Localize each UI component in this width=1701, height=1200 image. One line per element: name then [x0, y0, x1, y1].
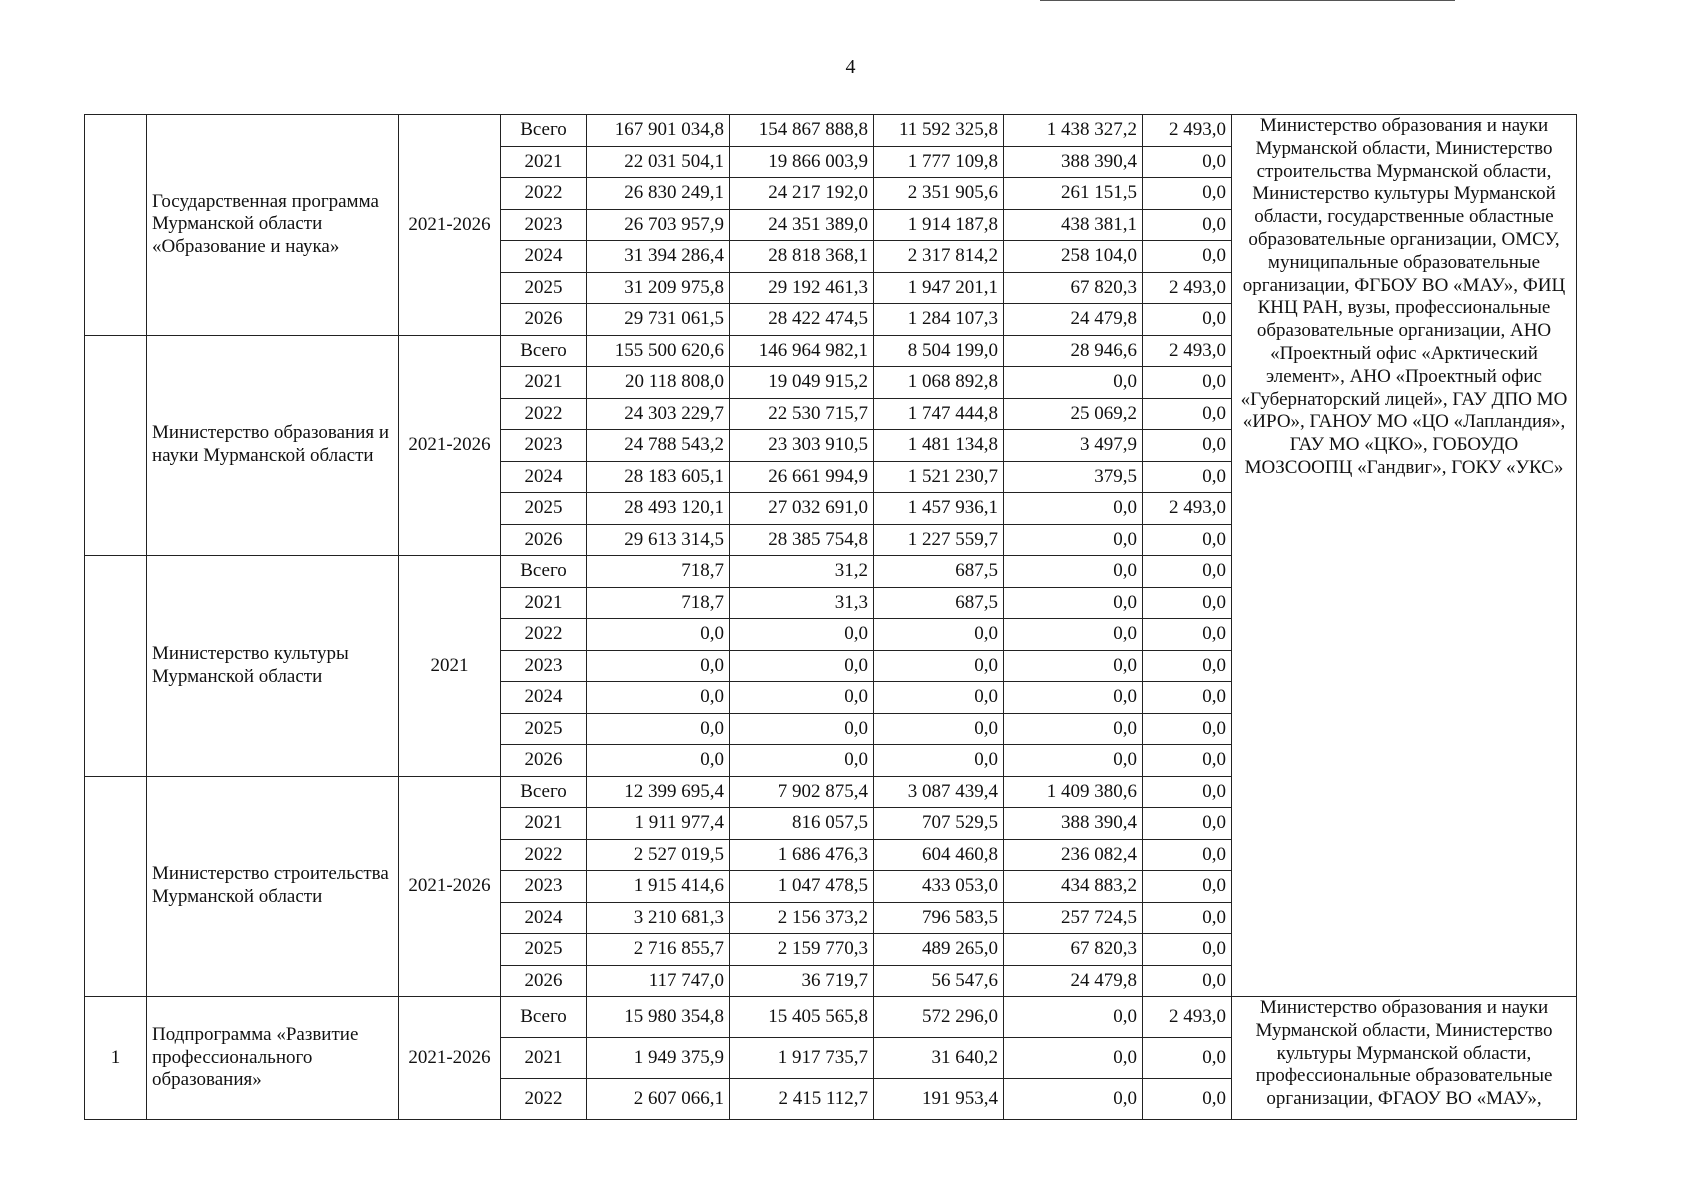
value-cell: 2 493,0	[1143, 493, 1232, 525]
year-cell: 2023	[501, 209, 587, 241]
item-number	[85, 115, 147, 336]
table-row	[85, 115, 1577, 147]
value-cell: 1 438 327,2	[1004, 115, 1143, 147]
value-cell: 718,7	[587, 587, 730, 619]
value-cell: 2 493,0	[1143, 335, 1232, 367]
value-cell: 0,0	[1143, 367, 1232, 399]
year-cell: Всего	[501, 335, 587, 367]
value-cell: 0,0	[1143, 839, 1232, 871]
value-cell: 0,0	[587, 650, 730, 682]
value-cell: 117 747,0	[587, 965, 730, 997]
value-cell: 1 686 476,3	[730, 839, 874, 871]
year-cell: 2025	[501, 713, 587, 745]
year-cell: 2023	[501, 871, 587, 903]
value-cell: 28 946,6	[1004, 335, 1143, 367]
value-cell: 0,0	[730, 745, 874, 777]
year-cell: 2023	[501, 650, 587, 682]
value-cell: 20 118 808,0	[587, 367, 730, 399]
value-cell: 0,0	[730, 619, 874, 651]
value-cell: 0,0	[1143, 524, 1232, 556]
value-cell: 22 530 715,7	[730, 398, 874, 430]
item-number	[85, 776, 147, 997]
value-cell: 0,0	[1143, 650, 1232, 682]
value-cell: 2 493,0	[1143, 272, 1232, 304]
value-cell: 0,0	[1143, 461, 1232, 493]
value-cell: 26 661 994,9	[730, 461, 874, 493]
value-cell: 28 385 754,8	[730, 524, 874, 556]
value-cell: 1 947 201,1	[874, 272, 1004, 304]
value-cell: 0,0	[1004, 1079, 1143, 1120]
value-cell: 26 830 249,1	[587, 178, 730, 210]
value-cell: 0,0	[1004, 1038, 1143, 1079]
table-row	[85, 997, 1577, 1038]
year-cell: 2022	[501, 839, 587, 871]
year-cell: Всего	[501, 997, 587, 1038]
value-cell: 0,0	[1143, 178, 1232, 210]
value-cell: 2 159 770,3	[730, 934, 874, 966]
year-cell: 2026	[501, 524, 587, 556]
year-cell: 2024	[501, 902, 587, 934]
year-cell: 2022	[501, 619, 587, 651]
value-cell: 1 284 107,3	[874, 304, 1004, 336]
year-cell: 2021	[501, 1038, 587, 1079]
year-cell: 2026	[501, 745, 587, 777]
value-cell: 0,0	[874, 713, 1004, 745]
value-cell: 1 747 444,8	[874, 398, 1004, 430]
value-cell: 816 057,5	[730, 808, 874, 840]
year-cell: 2021	[501, 367, 587, 399]
value-cell: 0,0	[874, 682, 1004, 714]
value-cell: 1 915 414,6	[587, 871, 730, 903]
value-cell: 25 069,2	[1004, 398, 1143, 430]
program-name: Подпрограмма «Развитие профессионального образования»	[147, 997, 399, 1120]
value-cell: 0,0	[1143, 776, 1232, 808]
value-cell: 1 911 977,4	[587, 808, 730, 840]
value-cell: 155 500 620,6	[587, 335, 730, 367]
value-cell: 0,0	[730, 650, 874, 682]
item-number	[85, 335, 147, 556]
period: 2021	[399, 556, 501, 777]
value-cell: 489 265,0	[874, 934, 1004, 966]
value-cell: 24 351 389,0	[730, 209, 874, 241]
value-cell: 0,0	[1004, 587, 1143, 619]
value-cell: 0,0	[1143, 682, 1232, 714]
value-cell: 433 053,0	[874, 871, 1004, 903]
value-cell: 3 087 439,4	[874, 776, 1004, 808]
value-cell: 1 409 380,6	[1004, 776, 1143, 808]
value-cell: 1 457 936,1	[874, 493, 1004, 525]
value-cell: 28 818 368,1	[730, 241, 874, 273]
year-cell: 2026	[501, 304, 587, 336]
period: 2021-2026	[399, 776, 501, 997]
value-cell: 258 104,0	[1004, 241, 1143, 273]
executors-cell: Министерство образования и науки Мурманской области, Министерство культуры Мурманской области, профессиональные образовательные организации, ФГАОУ ВО «МАУ»,	[1232, 997, 1577, 1120]
year-cell: 2023	[501, 430, 587, 462]
value-cell: 0,0	[1143, 430, 1232, 462]
year-cell: 2026	[501, 965, 587, 997]
value-cell: 29 731 061,5	[587, 304, 730, 336]
value-cell: 26 703 957,9	[587, 209, 730, 241]
value-cell: 0,0	[1143, 871, 1232, 903]
value-cell: 0,0	[1143, 146, 1232, 178]
value-cell: 11 592 325,8	[874, 115, 1004, 147]
value-cell: 31 209 975,8	[587, 272, 730, 304]
value-cell: 0,0	[1143, 808, 1232, 840]
value-cell: 0,0	[1004, 745, 1143, 777]
value-cell: 0,0	[1004, 619, 1143, 651]
value-cell: 2 317 814,2	[874, 241, 1004, 273]
value-cell: 718,7	[587, 556, 730, 588]
value-cell: 29 192 461,3	[730, 272, 874, 304]
value-cell: 31 640,2	[874, 1038, 1004, 1079]
value-cell: 0,0	[1143, 902, 1232, 934]
value-cell: 0,0	[1004, 650, 1143, 682]
value-cell: 2 527 019,5	[587, 839, 730, 871]
year-cell: Всего	[501, 556, 587, 588]
value-cell: 2 351 905,6	[874, 178, 1004, 210]
value-cell: 1 068 892,8	[874, 367, 1004, 399]
value-cell: 0,0	[1143, 241, 1232, 273]
year-cell: 2024	[501, 241, 587, 273]
value-cell: 146 964 982,1	[730, 335, 874, 367]
value-cell: 24 788 543,2	[587, 430, 730, 462]
value-cell: 0,0	[587, 745, 730, 777]
value-cell: 154 867 888,8	[730, 115, 874, 147]
value-cell: 31 394 286,4	[587, 241, 730, 273]
value-cell: 7 902 875,4	[730, 776, 874, 808]
value-cell: 23 303 910,5	[730, 430, 874, 462]
value-cell: 0,0	[1004, 682, 1143, 714]
value-cell: 0,0	[874, 745, 1004, 777]
value-cell: 1 777 109,8	[874, 146, 1004, 178]
value-cell: 379,5	[1004, 461, 1143, 493]
value-cell: 0,0	[1143, 1079, 1232, 1120]
value-cell: 707 529,5	[874, 808, 1004, 840]
value-cell: 19 866 003,9	[730, 146, 874, 178]
value-cell: 1 949 375,9	[587, 1038, 730, 1079]
value-cell: 0,0	[1143, 934, 1232, 966]
program-name: Государственная программа Мурманской области «Образование и наука»	[147, 115, 399, 336]
value-cell: 438 381,1	[1004, 209, 1143, 241]
value-cell: 0,0	[1143, 556, 1232, 588]
program-name: Министерство культуры Мурманской области	[147, 556, 399, 777]
year-cell: 2022	[501, 1079, 587, 1120]
item-number	[85, 556, 147, 777]
value-cell: 67 820,3	[1004, 272, 1143, 304]
value-cell: 1 917 735,7	[730, 1038, 874, 1079]
year-cell: 2025	[501, 493, 587, 525]
value-cell: 28 183 605,1	[587, 461, 730, 493]
page-number: 4	[845, 56, 856, 78]
year-cell: 2024	[501, 461, 587, 493]
value-cell: 0,0	[1143, 398, 1232, 430]
value-cell: 1 521 230,7	[874, 461, 1004, 493]
value-cell: 0,0	[1143, 965, 1232, 997]
value-cell: 15 405 565,8	[730, 997, 874, 1038]
value-cell: 3 210 681,3	[587, 902, 730, 934]
value-cell: 1 047 478,5	[730, 871, 874, 903]
value-cell: 0,0	[1004, 997, 1143, 1038]
value-cell: 0,0	[874, 619, 1004, 651]
value-cell: 2 156 373,2	[730, 902, 874, 934]
value-cell: 0,0	[1143, 209, 1232, 241]
value-cell: 1 914 187,8	[874, 209, 1004, 241]
value-cell: 24 217 192,0	[730, 178, 874, 210]
period: 2021-2026	[399, 335, 501, 556]
value-cell: 0,0	[587, 619, 730, 651]
year-cell: 2021	[501, 587, 587, 619]
value-cell: 2 607 066,1	[587, 1079, 730, 1120]
value-cell: 604 460,8	[874, 839, 1004, 871]
value-cell: 28 493 120,1	[587, 493, 730, 525]
value-cell: 0,0	[1143, 304, 1232, 336]
value-cell: 2 415 112,7	[730, 1079, 874, 1120]
value-cell: 0,0	[874, 650, 1004, 682]
value-cell: 3 497,9	[1004, 430, 1143, 462]
value-cell: 191 953,4	[874, 1079, 1004, 1120]
value-cell: 31,2	[730, 556, 874, 588]
value-cell: 434 883,2	[1004, 871, 1143, 903]
year-cell: 2022	[501, 398, 587, 430]
value-cell: 24 303 229,7	[587, 398, 730, 430]
executors-cell: Министерство образования и науки Мурманской области, Министерство строительства Мурманской области, Министерство культуры Мурманской области, государственные областные образовательные организации, ОМСУ, муниципальные образовательные организации, ФГБОУ ВО «МАУ», ФИЦ КНЦ РАН, вузы, профессиональные образовательные организации, АНО «Проектный офис «Арктический элемент», АНО «Проектный офис «Губернаторский лицей», ГАУ ДПО МО «ИРО», ГАНОУ МО «ЦО «Лапландия», ГАУ МО «ЦКО», ГОБОУДО МОЗСООПЦ «Гандвиг», ГОКУ «УКС»	[1232, 115, 1577, 997]
program-name: Министерство строительства Мурманской области	[147, 776, 399, 997]
value-cell: 388 390,4	[1004, 808, 1143, 840]
value-cell: 12 399 695,4	[587, 776, 730, 808]
value-cell: 167 901 034,8	[587, 115, 730, 147]
value-cell: 0,0	[1004, 556, 1143, 588]
value-cell: 0,0	[1004, 524, 1143, 556]
value-cell: 0,0	[1143, 1038, 1232, 1079]
value-cell: 261 151,5	[1004, 178, 1143, 210]
value-cell: 0,0	[1004, 713, 1143, 745]
item-number: 1	[85, 997, 147, 1120]
year-cell: 2022	[501, 178, 587, 210]
year-cell: Всего	[501, 115, 587, 147]
top-rule	[1040, 0, 1455, 1]
value-cell: 572 296,0	[874, 997, 1004, 1038]
value-cell: 0,0	[1143, 587, 1232, 619]
value-cell: 0,0	[730, 713, 874, 745]
year-cell: Всего	[501, 776, 587, 808]
value-cell: 257 724,5	[1004, 902, 1143, 934]
value-cell: 388 390,4	[1004, 146, 1143, 178]
period: 2021-2026	[399, 997, 501, 1120]
value-cell: 2 493,0	[1143, 115, 1232, 147]
value-cell: 8 504 199,0	[874, 335, 1004, 367]
value-cell: 0,0	[587, 682, 730, 714]
value-cell: 22 031 504,1	[587, 146, 730, 178]
year-cell: 2021	[501, 808, 587, 840]
value-cell: 0,0	[1143, 619, 1232, 651]
value-cell: 36 719,7	[730, 965, 874, 997]
value-cell: 28 422 474,5	[730, 304, 874, 336]
value-cell: 0,0	[1143, 713, 1232, 745]
year-cell: 2025	[501, 934, 587, 966]
year-cell: 2021	[501, 146, 587, 178]
value-cell: 687,5	[874, 587, 1004, 619]
year-cell: 2025	[501, 272, 587, 304]
value-cell: 19 049 915,2	[730, 367, 874, 399]
value-cell: 24 479,8	[1004, 965, 1143, 997]
value-cell: 24 479,8	[1004, 304, 1143, 336]
value-cell: 0,0	[1004, 367, 1143, 399]
value-cell: 27 032 691,0	[730, 493, 874, 525]
value-cell: 0,0	[730, 682, 874, 714]
year-cell: 2024	[501, 682, 587, 714]
value-cell: 1 481 134,8	[874, 430, 1004, 462]
period: 2021-2026	[399, 115, 501, 336]
value-cell: 2 493,0	[1143, 997, 1232, 1038]
value-cell: 1 227 559,7	[874, 524, 1004, 556]
value-cell: 29 613 314,5	[587, 524, 730, 556]
value-cell: 67 820,3	[1004, 934, 1143, 966]
value-cell: 0,0	[1143, 745, 1232, 777]
value-cell: 2 716 855,7	[587, 934, 730, 966]
budget-table	[84, 114, 1577, 1120]
value-cell: 56 547,6	[874, 965, 1004, 997]
value-cell: 15 980 354,8	[587, 997, 730, 1038]
value-cell: 236 082,4	[1004, 839, 1143, 871]
value-cell: 31,3	[730, 587, 874, 619]
value-cell: 0,0	[1004, 493, 1143, 525]
value-cell: 0,0	[587, 713, 730, 745]
program-name: Министерство образования и науки Мурманской области	[147, 335, 399, 556]
value-cell: 796 583,5	[874, 902, 1004, 934]
value-cell: 687,5	[874, 556, 1004, 588]
